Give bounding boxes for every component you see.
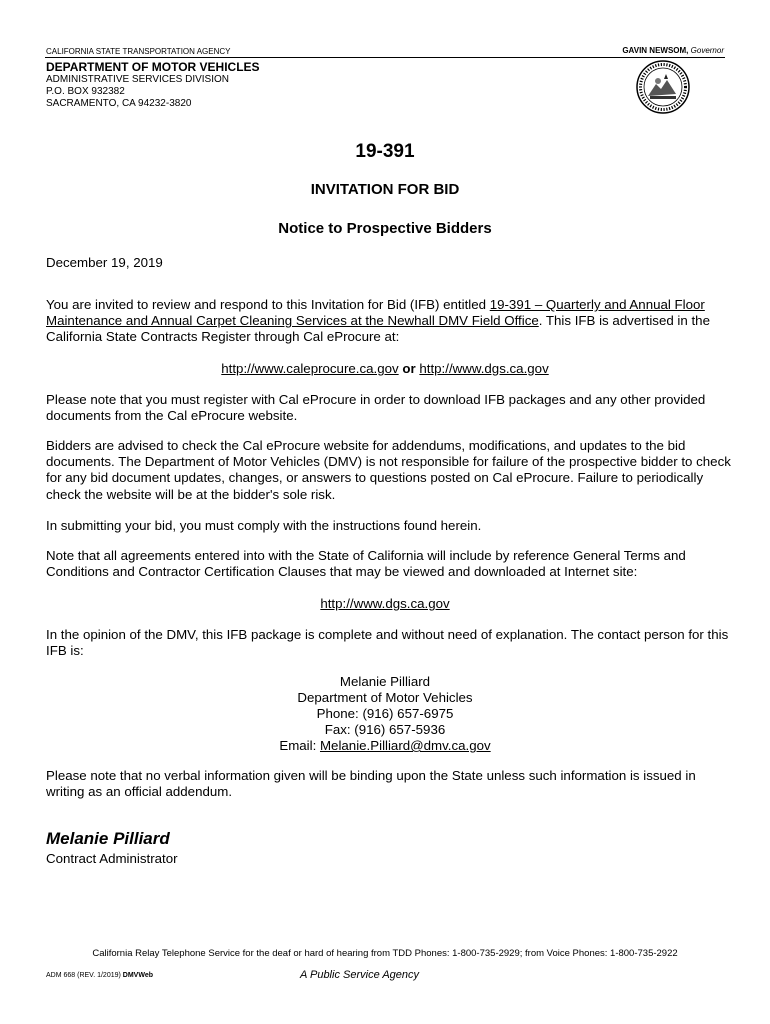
caleprocure-link[interactable]: http://www.caleprocure.ca.gov: [221, 361, 399, 376]
contact-fax: Fax: (916) 657-5936: [324, 722, 446, 737]
state-seal-icon: [636, 60, 690, 114]
ifb-title-link[interactable]: 19-391 – Quarterly and Annual Floor Maintenance and Annual Carpet Cleaning Services at the Newhall DMV Field Office: [46, 297, 705, 329]
ifb-number: 19-391: [355, 141, 415, 162]
address-line-pobox: P.O. BOX 932382: [46, 86, 125, 97]
procurement-links: [0, 361, 770, 377]
signature-title: Contract Administrator: [46, 851, 178, 866]
address-line-division: ADMINISTRATIVE SERVICES DIVISION: [46, 74, 229, 85]
comply-paragraph: In submitting your bid, you must comply with the instructions found herein.: [46, 518, 482, 533]
letter-date: December 19, 2019: [46, 255, 163, 270]
contact-org: Department of Motor Vehicles: [297, 690, 473, 705]
form-number: ADM 668 (REV. 1/2019): [46, 972, 123, 979]
register-paragraph: Please note that you must register with Cal eProcure in order to download IFB packages and any other provided documents from the Cal eProcure website.: [46, 392, 706, 424]
agency-motto: A Public Service Agency: [300, 969, 420, 981]
address-line-city: SACRAMENTO, CA 94232-3820: [46, 98, 192, 109]
signature-name: Melanie Pilliard: [46, 829, 170, 848]
contact-email-label: Email:: [279, 738, 320, 753]
contact-name: Melanie Pilliard: [339, 674, 431, 689]
bidders-paragraph: Bidders are advised to check the Cal eProcure website for addendums, modifications, and updates to the bid documents. The Department of Motor Vehicles (DMV) is not responsible for failure of the prospective bidder to check for any bid document updates, changes, or answers to questions posted on Cal eProcure. Failure to periodically check the website will be at the bidder's sole risk.: [46, 438, 731, 502]
governor-title: Governor: [690, 46, 724, 55]
verbal-paragraph: Please note that no verbal information given will be binding upon the State unless such information is issued in writing as an official addendum.: [46, 768, 696, 800]
agreements-paragraph: Note that all agreements entered into with the State of California will include by reference General Terms and Conditions and Contractor Certification Clauses that may be viewed and downloaded at Internet site:: [46, 548, 686, 580]
dgs-link[interactable]: http://www.dgs.ca.gov: [419, 361, 549, 376]
document-subtitle: Notice to Prospective Bidders: [278, 220, 492, 237]
intro-suffix: . This IFB is advertised in the California State Contracts Register through Cal eProcure at:: [46, 313, 710, 345]
opinion-paragraph: In the opinion of the DMV, this IFB package is complete and without need of explanation. The contact person for this IFB is:: [46, 627, 729, 659]
or-separator: or: [402, 361, 416, 376]
contact-phone: Phone: (916) 657-6975: [316, 706, 454, 721]
dgs-site-link-row: [0, 596, 770, 612]
governor-name: GAVIN NEWSOM,: [622, 46, 689, 55]
dgs-site-link[interactable]: http://www.dgs.ca.gov: [320, 596, 450, 611]
document-type: INVITATION FOR BID: [310, 181, 460, 198]
form-channel: DMVWeb: [122, 972, 153, 979]
header-divider: [45, 57, 725, 58]
form-identifier: [46, 972, 153, 979]
contact-email-link[interactable]: Melanie.Pilliard@dmv.ca.gov: [319, 738, 491, 753]
relay-service-note: California Relay Telephone Service for the deaf or hard of hearing from TDD Phones: 1-800-735-2929; from Voice Phones: 1-800-735-2922: [92, 948, 678, 959]
contact-email-row: [0, 738, 770, 754]
governor-line: [622, 46, 724, 55]
department-name: DEPARTMENT OF MOTOR VEHICLES: [46, 60, 260, 74]
intro-paragraph: [46, 297, 726, 346]
agency-name: CALIFORNIA STATE TRANSPORTATION AGENCY: [46, 47, 231, 56]
intro-prefix: You are invited to review and respond to this Invitation for Bid (IFB) entitled: [46, 297, 490, 312]
